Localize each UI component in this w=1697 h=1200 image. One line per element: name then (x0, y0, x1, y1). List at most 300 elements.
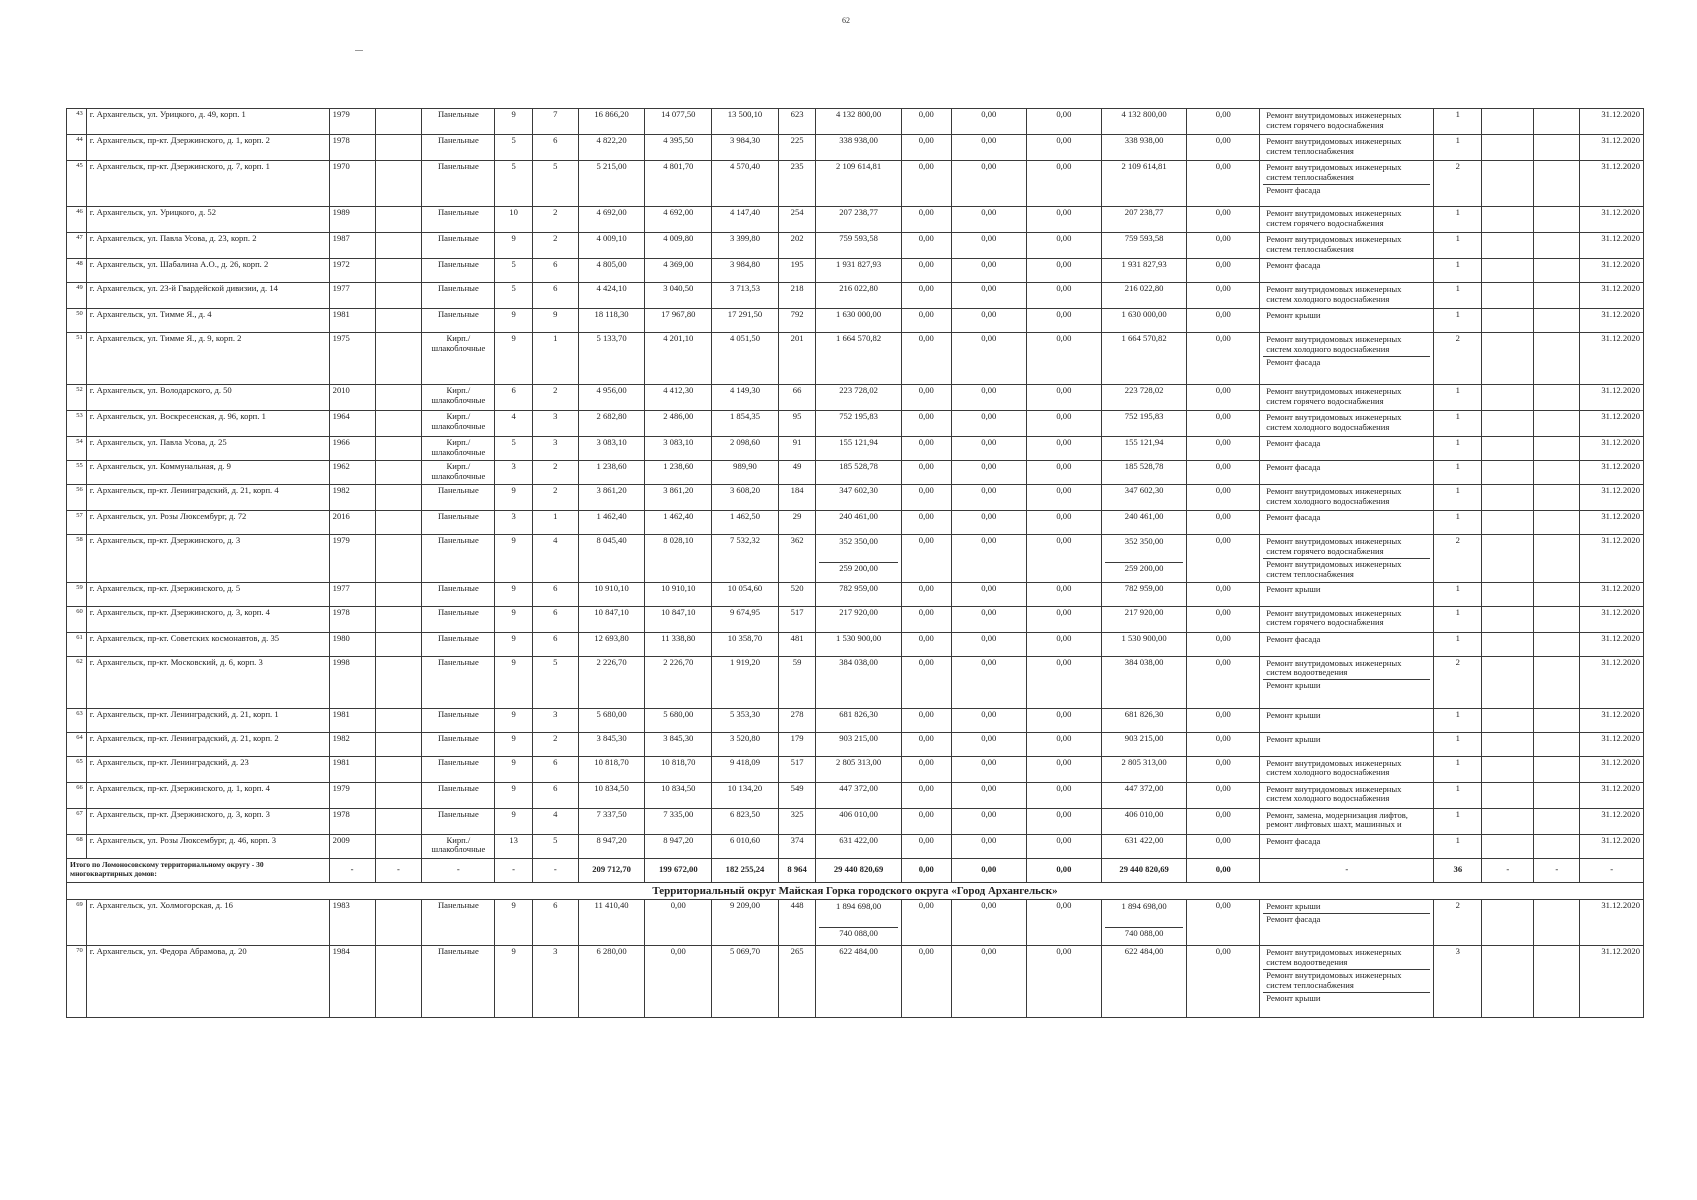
cost-cell: 2 109 614,81 (816, 161, 901, 207)
address-cell: г. Архангельск, пр-кт. Московский, д. 6, корп. 3 (86, 656, 329, 708)
work-types-cell (1260, 233, 1434, 259)
local-budget-cell: 0,00 (1026, 411, 1101, 437)
owners-value: 352 350,00 (1124, 536, 1164, 546)
dash-cell: - (1260, 858, 1434, 882)
works-count-cell: 1 (1434, 782, 1482, 808)
work-type-item: Ремонт внутридомовых инженерных систем горячего водоснабжения (1266, 607, 1402, 628)
wall-material-cell: Кирп./ шлакоблочные (422, 461, 495, 485)
total-area-cell: 1 238,60 (578, 461, 645, 485)
works-count-cell: 2 (1434, 656, 1482, 708)
entrances-cell: 2 (532, 385, 578, 411)
owners-funds-cell: 759 593,58 (1101, 233, 1186, 259)
address-cell: г. Архангельск, ул. Тимме Я., д. 9, корп. 2 (86, 333, 329, 385)
empty-cell (375, 756, 422, 782)
owners-funds-cell: 782 959,00 (1101, 582, 1186, 606)
local-budget-cell: 0,00 (1026, 708, 1101, 732)
living-area-cell: 4 051,50 (712, 333, 779, 385)
cost-cell: 185 528,78 (816, 461, 901, 485)
entrances-cell: 6 (532, 283, 578, 309)
work-types-cell (1260, 259, 1434, 283)
living-area-cell: 2 098,60 (712, 437, 779, 461)
residents-cell: 59 (778, 656, 816, 708)
row-number: 60 (67, 606, 87, 632)
work-type-item: Ремонт внутридомовых инженерных систем теплоснабжения (1266, 558, 1402, 579)
regional-budget-cell: 0,00 (951, 708, 1026, 732)
table-row (67, 511, 1644, 535)
other-funds-cell: 0,00 (1187, 283, 1260, 309)
empty-cell (375, 900, 422, 946)
completion-date-cell: 31.12.2020 (1580, 808, 1644, 834)
floors-cell: 13 (495, 834, 533, 858)
completion-date-cell: 31.12.2020 (1580, 606, 1644, 632)
empty-cell (1534, 582, 1580, 606)
empty-cell (1534, 109, 1580, 135)
local-budget-cell: 0,00 (1026, 606, 1101, 632)
completion-date-cell: 31.12.2020 (1580, 385, 1644, 411)
area-cell: 17 967,80 (645, 309, 712, 333)
dash-cell: - (375, 858, 422, 882)
wall-material-cell: Кирп./ шлакоблочные (422, 437, 495, 461)
dash-cell: - (1534, 858, 1580, 882)
works-count-cell: 1 (1434, 135, 1482, 161)
table-row (67, 461, 1644, 485)
address-cell: г. Архангельск, ул. Федора Абрамова, д. 20 (86, 946, 329, 1018)
empty-cell (1534, 161, 1580, 207)
other-funds-cell: 0,00 (1187, 656, 1260, 708)
entrances-cell: 6 (532, 782, 578, 808)
year-cell: 1977 (329, 283, 375, 309)
work-types-cell (1260, 309, 1434, 333)
floors-cell: 5 (495, 283, 533, 309)
owners-funds-cell: 681 826,30 (1101, 708, 1186, 732)
address-cell: г. Архангельск, пр-кт. Дзержинского, д. 3 (86, 535, 329, 583)
fund-cell: 0,00 (901, 283, 951, 309)
empty-cell (1482, 606, 1534, 632)
works-count-cell: 1 (1434, 461, 1482, 485)
owners-funds-cell: 631 422,00 (1101, 834, 1186, 858)
table-row (67, 834, 1644, 858)
regional-budget-cell: 0,00 (951, 808, 1026, 834)
empty-cell (1482, 656, 1534, 708)
empty-cell (375, 109, 422, 135)
wall-material-cell: Кирп./ шлакоблочные (422, 411, 495, 437)
empty-cell (1482, 485, 1534, 511)
work-type-item: Ремонт крыши (1263, 901, 1430, 914)
fund-cell: 0,00 (901, 946, 951, 1018)
owners-funds-cell: 223 728,02 (1101, 385, 1186, 411)
floors-cell: 9 (495, 756, 533, 782)
entrances-cell: 3 (532, 437, 578, 461)
year-cell: 1962 (329, 461, 375, 485)
residents-cell: 254 (778, 207, 816, 233)
works-count-cell: 1 (1434, 732, 1482, 756)
empty-cell (375, 233, 422, 259)
year-cell: 1981 (329, 309, 375, 333)
area-cell: 10 910,10 (645, 582, 712, 606)
cost-cell: 681 826,30 (816, 708, 901, 732)
address-cell: г. Архангельск, ул. Урицкого, д. 49, корп. 1 (86, 109, 329, 135)
fund-cell: 0,00 (901, 808, 951, 834)
completion-date-cell: 31.12.2020 (1580, 461, 1644, 485)
cost-cell: 338 938,00 (816, 135, 901, 161)
work-type-item: Ремонт внутридомовых инженерных систем горячего водоснабжения (1266, 110, 1402, 130)
regional-budget-cell: 0,00 (951, 461, 1026, 485)
wall-material-cell: Панельные (422, 900, 495, 946)
residents-cell: 362 (778, 535, 816, 583)
work-types-cell (1260, 437, 1434, 461)
owners-funds-cell: 4 132 800,00 (1101, 109, 1186, 135)
work-types-cell (1260, 207, 1434, 233)
empty-cell (1534, 207, 1580, 233)
total-area-cell: 2 682,80 (578, 411, 645, 437)
empty-cell (375, 946, 422, 1018)
entrances-cell: 6 (532, 606, 578, 632)
residents-cell: 278 (778, 708, 816, 732)
entrances-cell: 2 (532, 732, 578, 756)
table-row (67, 135, 1644, 161)
other-funds-cell: 0,00 (1187, 708, 1260, 732)
cost-value-2: 740 088,00 (819, 927, 897, 940)
section-header-row (67, 882, 1644, 900)
row-number: 59 (67, 582, 87, 606)
empty-cell (1482, 834, 1534, 858)
regional-budget-cell: 0,00 (951, 756, 1026, 782)
empty-cell (1482, 708, 1534, 732)
address-cell: г. Архангельск, пр-кт. Дзержинского, д. 1, корп. 2 (86, 135, 329, 161)
wall-material-cell: Панельные (422, 207, 495, 233)
address-cell: г. Архангельск, ул. Розы Люксембург, д. 72 (86, 511, 329, 535)
wall-material-cell: Панельные (422, 808, 495, 834)
row-number: 44 (67, 135, 87, 161)
completion-date-cell: 31.12.2020 (1580, 135, 1644, 161)
empty-cell (375, 511, 422, 535)
owners-funds-cell: 1 664 570,82 (1101, 333, 1186, 385)
other-funds-cell: 0,00 (1187, 109, 1260, 135)
other-funds-cell: 0,00 (1187, 411, 1260, 437)
year-cell: 1978 (329, 808, 375, 834)
owners-funds-cell: 447 372,00 (1101, 782, 1186, 808)
other-funds-cell: 0,00 (1187, 808, 1260, 834)
empty-cell (375, 259, 422, 283)
works-count-cell: 1 (1434, 632, 1482, 656)
works-count-cell: 1 (1434, 808, 1482, 834)
dash-cell: - (422, 858, 495, 882)
empty-cell (1482, 233, 1534, 259)
living-area-cell: 4 147,40 (712, 207, 779, 233)
row-number: 45 (67, 161, 87, 207)
residents-cell: 91 (778, 437, 816, 461)
entrances-cell: 4 (532, 808, 578, 834)
dash-cell: - (329, 858, 375, 882)
regional-budget-cell: 0,00 (951, 135, 1026, 161)
total-residents: 8 964 (778, 858, 816, 882)
living-area-cell: 1 919,20 (712, 656, 779, 708)
year-cell: 1970 (329, 161, 375, 207)
empty-cell (1534, 259, 1580, 283)
year-cell: 1979 (329, 535, 375, 583)
regional-budget-cell: 0,00 (951, 632, 1026, 656)
total-area-cell: 10 847,10 (578, 606, 645, 632)
total-cost: 29 440 820,69 (816, 858, 901, 882)
floors-cell: 5 (495, 161, 533, 207)
floors-cell: 9 (495, 606, 533, 632)
local-budget-cell: 0,00 (1026, 207, 1101, 233)
fund-cell: 0,00 (901, 632, 951, 656)
other-funds-cell: 0,00 (1187, 135, 1260, 161)
empty-cell (1534, 411, 1580, 437)
total-area-cell: 8 947,20 (578, 834, 645, 858)
year-cell: 1980 (329, 632, 375, 656)
living-area-cell: 3 984,80 (712, 259, 779, 283)
row-number: 50 (67, 309, 87, 333)
residents-cell: 623 (778, 109, 816, 135)
table-row (67, 582, 1644, 606)
area-cell: 4 009,80 (645, 233, 712, 259)
work-type-item: Ремонт внутридомовых инженерных систем холодного водоснабжения (1266, 412, 1402, 432)
total-area-cell: 10 834,50 (578, 782, 645, 808)
regional-budget-cell: 0,00 (951, 834, 1026, 858)
address-cell: г. Архангельск, пр-кт. Советских космонавтов, д. 35 (86, 632, 329, 656)
floors-cell: 3 (495, 511, 533, 535)
work-types-cell (1260, 411, 1434, 437)
area-cell: 1 238,60 (645, 461, 712, 485)
cost-cell: 216 022,80 (816, 283, 901, 309)
total-area-cell: 4 822,20 (578, 135, 645, 161)
cost-cell: 752 195,83 (816, 411, 901, 437)
regional-budget-cell: 0,00 (951, 385, 1026, 411)
residents-cell: 179 (778, 732, 816, 756)
total-area-cell: 6 280,00 (578, 946, 645, 1018)
empty-cell (1534, 333, 1580, 385)
residents-cell: 448 (778, 900, 816, 946)
cost-cell: 782 959,00 (816, 582, 901, 606)
wall-material-cell: Панельные (422, 259, 495, 283)
residents-cell: 202 (778, 233, 816, 259)
address-cell: г. Архангельск, ул. 23-й Гвардейской дивизии, д. 14 (86, 283, 329, 309)
entrances-cell: 6 (532, 756, 578, 782)
area-cell: 4 801,70 (645, 161, 712, 207)
work-types-cell (1260, 782, 1434, 808)
owners-funds-cell: 2 109 614,81 (1101, 161, 1186, 207)
owners-value-2: 259 200,00 (1105, 562, 1183, 575)
empty-cell (375, 782, 422, 808)
living-area-cell: 4 149,30 (712, 385, 779, 411)
completion-date-cell: 31.12.2020 (1580, 309, 1644, 333)
empty-cell (1482, 900, 1534, 946)
row-number: 70 (67, 946, 87, 1018)
regional-budget-cell: 0,00 (951, 437, 1026, 461)
row-number: 48 (67, 259, 87, 283)
other-funds-cell: 0,00 (1187, 437, 1260, 461)
row-number: 55 (67, 461, 87, 485)
table-row (67, 437, 1644, 461)
living-area-cell: 989,90 (712, 461, 779, 485)
residents-cell: 517 (778, 756, 816, 782)
area-cell: 8 947,20 (645, 834, 712, 858)
living-area-cell: 1 462,50 (712, 511, 779, 535)
address-cell: г. Архангельск, пр-кт. Ленинградский, д. 21, корп. 4 (86, 485, 329, 511)
fund-cell: 0,00 (901, 309, 951, 333)
cost-cell: 759 593,58 (816, 233, 901, 259)
residents-cell: 374 (778, 834, 816, 858)
completion-date-cell: 31.12.2020 (1580, 535, 1644, 583)
fund-cell: 0,00 (901, 606, 951, 632)
year-cell: 1989 (329, 207, 375, 233)
fund-cell: 0,00 (901, 161, 951, 207)
wall-material-cell: Панельные (422, 233, 495, 259)
wall-material-cell: Панельные (422, 485, 495, 511)
fund-cell: 0,00 (901, 233, 951, 259)
total-area-cell: 4 956,00 (578, 385, 645, 411)
row-number: 64 (67, 732, 87, 756)
table-row (67, 732, 1644, 756)
work-type-item: Ремонт внутридомовых инженерных систем теплоснабжения (1263, 970, 1430, 993)
year-cell: 1987 (329, 233, 375, 259)
other-funds-cell: 0,00 (1187, 161, 1260, 207)
owners-funds-cell: 347 602,30 (1101, 485, 1186, 511)
owners-funds-cell: 216 022,80 (1101, 283, 1186, 309)
floors-cell: 9 (495, 732, 533, 756)
empty-cell (375, 656, 422, 708)
empty-cell (1534, 606, 1580, 632)
wall-material-cell: Панельные (422, 782, 495, 808)
residents-cell: 517 (778, 606, 816, 632)
total-area-cell: 12 693,80 (578, 632, 645, 656)
other-funds-cell: 0,00 (1187, 511, 1260, 535)
local-budget-cell: 0,00 (1026, 461, 1101, 485)
work-type-item: Ремонт внутридомовых инженерных систем теплоснабжения (1266, 234, 1402, 254)
residents-cell: 66 (778, 385, 816, 411)
empty-cell (1534, 632, 1580, 656)
empty-cell (1482, 535, 1534, 583)
work-type-item: Ремонт фасада (1266, 512, 1321, 522)
work-type-item: Ремонт, замена, модернизация лифтов, ремонт лифтовых шахт, машинных и (1266, 809, 1408, 830)
total-area-cell: 4 424,10 (578, 283, 645, 309)
empty-cell (1482, 946, 1534, 1018)
works-count-cell: 1 (1434, 485, 1482, 511)
living-area-cell: 4 570,40 (712, 161, 779, 207)
empty-cell (375, 732, 422, 756)
empty-cell (1482, 632, 1534, 656)
wall-material-cell: Панельные (422, 135, 495, 161)
row-number: 53 (67, 411, 87, 437)
total-fund: 0,00 (901, 858, 951, 882)
address-cell: г. Архангельск, пр-кт. Дзержинского, д. 7, корп. 1 (86, 161, 329, 207)
area-cell: 3 845,30 (645, 732, 712, 756)
table-row (67, 900, 1644, 946)
year-cell: 1978 (329, 135, 375, 161)
regional-budget-cell: 0,00 (951, 511, 1026, 535)
work-type-item: Ремонт фасада (1266, 914, 1321, 925)
work-type-item: Ремонт внутридомовых инженерных систем холодного водоснабжения (1266, 783, 1402, 804)
work-type-item: Ремонт внутридомовых инженерных систем водоотведения (1263, 947, 1430, 970)
work-type-item: Ремонт фасада (1266, 462, 1321, 472)
address-cell: г. Архангельск, пр-кт. Дзержинского, д. 1, корп. 4 (86, 782, 329, 808)
row-number: 63 (67, 708, 87, 732)
empty-cell (1534, 656, 1580, 708)
total-area-2: 199 672,00 (645, 858, 712, 882)
empty-cell (1534, 461, 1580, 485)
works-count-cell: 1 (1434, 385, 1482, 411)
works-count-cell: 2 (1434, 333, 1482, 385)
living-area-cell: 3 608,20 (712, 485, 779, 511)
residents-cell: 481 (778, 632, 816, 656)
cost-cell: 240 461,00 (816, 511, 901, 535)
work-type-item: Ремонт крыши (1266, 310, 1321, 320)
local-budget-cell: 0,00 (1026, 161, 1101, 207)
table-row (67, 385, 1644, 411)
work-types-cell (1260, 135, 1434, 161)
completion-date-cell: 31.12.2020 (1580, 656, 1644, 708)
row-number: 51 (67, 333, 87, 385)
completion-date-cell: 31.12.2020 (1580, 756, 1644, 782)
floors-cell: 3 (495, 461, 533, 485)
row-number: 61 (67, 632, 87, 656)
empty-cell (1482, 109, 1534, 135)
row-number: 57 (67, 511, 87, 535)
fund-cell: 0,00 (901, 732, 951, 756)
cost-cell: 1 630 000,00 (816, 309, 901, 333)
total-area-cell: 16 866,20 (578, 109, 645, 135)
area-cell: 4 395,50 (645, 135, 712, 161)
local-budget-cell: 0,00 (1026, 782, 1101, 808)
living-area-cell: 3 399,80 (712, 233, 779, 259)
completion-date-cell: 31.12.2020 (1580, 708, 1644, 732)
fund-cell: 0,00 (901, 259, 951, 283)
empty-cell (375, 411, 422, 437)
empty-cell (1534, 511, 1580, 535)
fund-cell: 0,00 (901, 582, 951, 606)
other-funds-cell: 0,00 (1187, 461, 1260, 485)
empty-cell (1482, 333, 1534, 385)
table-row (67, 632, 1644, 656)
residents-cell: 325 (778, 808, 816, 834)
works-count-cell: 1 (1434, 756, 1482, 782)
dash-cell: - (1580, 858, 1644, 882)
total-area-cell: 4 692,00 (578, 207, 645, 233)
wall-material-cell: Панельные (422, 946, 495, 1018)
wall-material-cell: Панельные (422, 732, 495, 756)
cost-cell: 2 805 313,00 (816, 756, 901, 782)
local-budget-cell: 0,00 (1026, 385, 1101, 411)
empty-cell (1482, 283, 1534, 309)
entrances-cell: 2 (532, 485, 578, 511)
living-area-cell: 9 418,09 (712, 756, 779, 782)
total-area-cell: 4 009,10 (578, 233, 645, 259)
regional-budget-cell: 0,00 (951, 606, 1026, 632)
register-table (66, 108, 1644, 1018)
total-area-cell: 5 680,00 (578, 708, 645, 732)
cost-value-2: 259 200,00 (819, 562, 897, 575)
row-number: 52 (67, 385, 87, 411)
local-budget-cell: 0,00 (1026, 233, 1101, 259)
empty-cell (1534, 385, 1580, 411)
local-budget-cell: 0,00 (1026, 309, 1101, 333)
owners-funds-cell: 406 010,00 (1101, 808, 1186, 834)
cost-cell: 384 038,00 (816, 656, 901, 708)
table-row (67, 259, 1644, 283)
cost-cell: 447 372,00 (816, 782, 901, 808)
work-types-cell (1260, 656, 1434, 708)
work-types-cell (1260, 946, 1434, 1018)
area-cell: 3 861,20 (645, 485, 712, 511)
living-area-cell: 13 500,10 (712, 109, 779, 135)
local-budget-cell: 0,00 (1026, 535, 1101, 583)
fund-cell: 0,00 (901, 385, 951, 411)
residents-cell: 549 (778, 782, 816, 808)
floors-cell: 9 (495, 656, 533, 708)
floors-cell: 6 (495, 385, 533, 411)
